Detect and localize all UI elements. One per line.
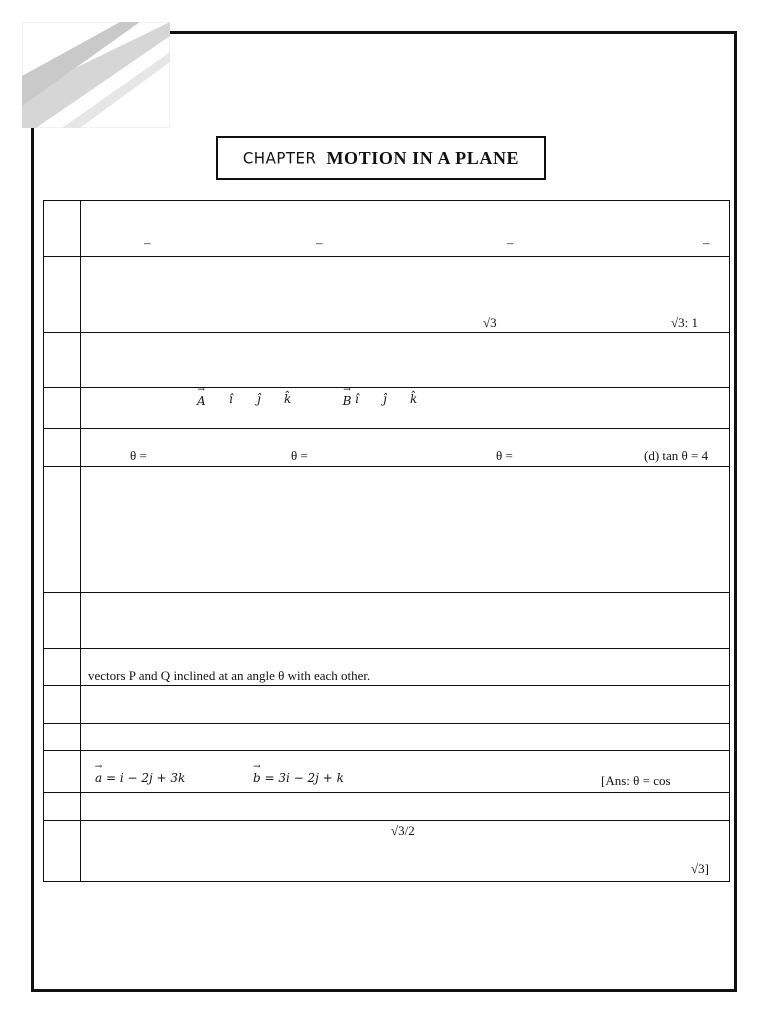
question-row	[44, 793, 730, 821]
question-table	[43, 200, 730, 882]
question-row	[44, 257, 730, 333]
chapter-title: MOTION IN A PLANE	[326, 147, 520, 168]
question-cell	[81, 257, 730, 333]
option-d: –	[703, 235, 710, 250]
question-cell	[81, 593, 730, 649]
question-row	[44, 686, 730, 724]
question-row	[44, 388, 730, 429]
question-number-cell	[44, 821, 81, 882]
vector-a-label: → a	[95, 771, 102, 785]
question-text: vectors P and Q inclined at an angle θ with each other.	[88, 668, 371, 683]
question-cell	[81, 649, 730, 686]
question-row	[44, 724, 730, 751]
question-number-cell	[44, 201, 81, 257]
question-cell	[81, 724, 730, 751]
question-number-cell	[44, 257, 81, 333]
question-number-cell	[44, 333, 81, 388]
vector-b-symbol: → B	[343, 394, 352, 408]
unit-i-symbol: î	[229, 392, 233, 406]
vector-a-equation	[95, 771, 185, 785]
option-c: θ =	[496, 448, 513, 463]
option-d: (d) tan θ = 4	[644, 448, 709, 463]
question-cell	[81, 333, 730, 388]
question-number-cell	[44, 593, 81, 649]
option-a: –	[144, 235, 151, 250]
question-row	[44, 201, 730, 257]
answer-end-text: √3]	[691, 861, 709, 876]
vector-b-expression: = 3i − 2j + k	[264, 771, 344, 785]
question-row	[44, 751, 730, 793]
question-number-cell	[44, 724, 81, 751]
unit-k-symbol: k̂	[410, 392, 418, 406]
corner-logo-graphic	[22, 22, 170, 128]
question-row	[44, 649, 730, 686]
question-cell	[81, 751, 730, 793]
question-number-cell	[44, 793, 81, 821]
question-row	[44, 429, 730, 467]
question-cell	[81, 388, 730, 429]
question-row	[44, 467, 730, 593]
question-cell	[81, 821, 730, 882]
answer-text: [Ans: θ = cos	[601, 773, 671, 788]
vector-b-label: → b	[253, 771, 261, 785]
question-cell	[81, 429, 730, 467]
question-row	[44, 821, 730, 882]
question-cell	[81, 201, 730, 257]
question-row	[44, 593, 730, 649]
root-three-text: √3	[483, 315, 497, 330]
vector-a-symbol: → A	[197, 394, 206, 408]
question-number-cell	[44, 429, 81, 467]
question-row	[44, 333, 730, 388]
question-number-cell	[44, 467, 81, 593]
vector-a-expression: = i − 2j + 3k	[105, 771, 186, 785]
question-number-cell	[44, 686, 81, 724]
vector-b-equation	[253, 771, 344, 785]
question-number-cell	[44, 649, 81, 686]
chapter-heading-box	[216, 136, 546, 180]
question-cell	[81, 793, 730, 821]
unit-k-symbol: k̂	[284, 392, 292, 406]
unit-j-symbol: ĵ	[383, 392, 387, 406]
question-cell	[81, 686, 730, 724]
chapter-label: CHAPTER	[242, 148, 317, 168]
question-cell	[81, 467, 730, 593]
unit-i-symbol: î	[355, 392, 359, 406]
question-number-cell	[44, 751, 81, 793]
question-number-cell	[44, 388, 81, 429]
option-c: –	[507, 235, 514, 250]
option-b: θ =	[291, 448, 308, 463]
root-three-half-text: √3/2	[391, 823, 415, 838]
unit-j-symbol: ĵ	[257, 392, 261, 406]
ratio-text: √3: 1	[671, 315, 698, 330]
option-a: θ =	[130, 448, 147, 463]
option-b: –	[316, 235, 323, 250]
